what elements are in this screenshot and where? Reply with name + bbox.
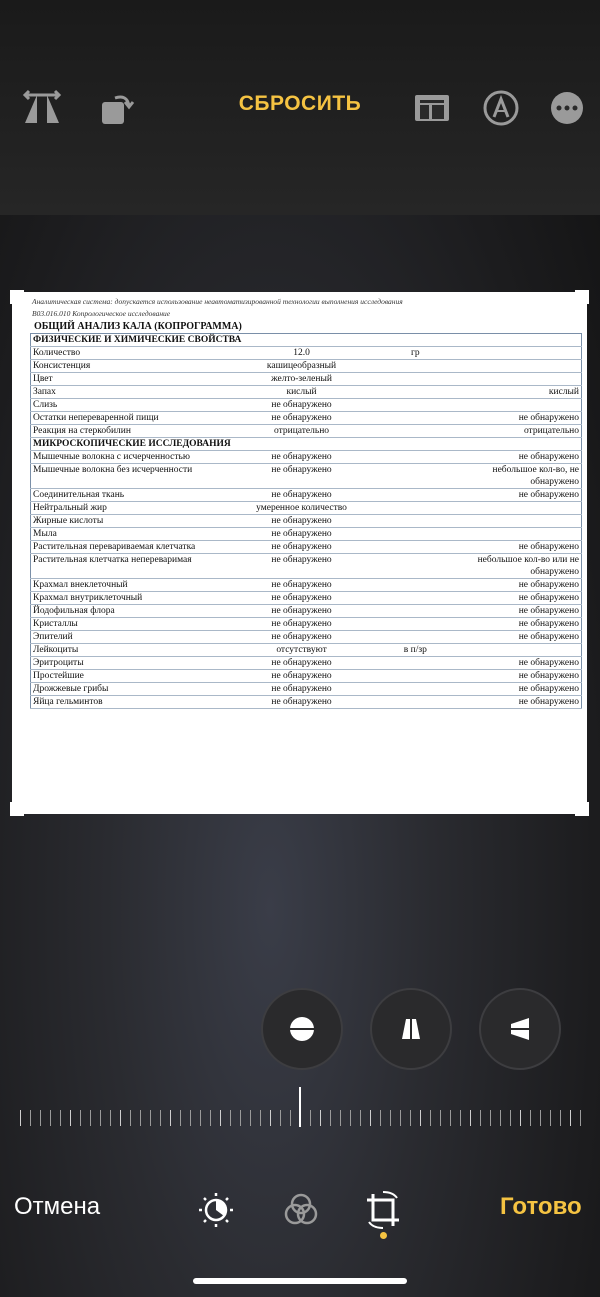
table-row	[31, 502, 582, 515]
active-tool-indicator	[380, 1232, 387, 1239]
vertical-perspective-button[interactable]	[370, 988, 452, 1070]
test-unit	[378, 541, 452, 554]
lab-report	[22, 296, 582, 709]
test-unit	[378, 618, 452, 631]
test-name: Лейкоциты	[31, 644, 225, 657]
reference-value: не обнаружено	[452, 489, 581, 502]
ruler-tick	[380, 1110, 381, 1126]
ruler-tick	[60, 1110, 61, 1126]
document-photo[interactable]	[12, 292, 587, 814]
test-unit	[378, 605, 452, 618]
test-value: не обнаружено	[225, 670, 379, 683]
ruler-tick	[90, 1110, 91, 1126]
reference-value	[452, 360, 581, 373]
crop-handle-bottom-right[interactable]	[575, 802, 589, 816]
markup-icon[interactable]	[479, 88, 523, 128]
table-row	[31, 618, 582, 631]
ruler-tick	[40, 1110, 41, 1126]
test-value: не обнаружено	[225, 464, 379, 489]
test-value: отрицательно	[225, 425, 379, 438]
test-value: не обнаружено	[225, 412, 379, 425]
ruler-tick	[290, 1110, 291, 1126]
test-name: Эпителий	[31, 631, 225, 644]
section-heading-row	[31, 438, 582, 451]
test-name: Яйца гельминтов	[31, 696, 225, 709]
test-value: не обнаружено	[225, 528, 379, 541]
test-name: Консистенция	[31, 360, 225, 373]
ruler-tick	[30, 1110, 31, 1126]
test-unit	[378, 528, 452, 541]
ruler-tick	[430, 1110, 431, 1126]
test-name: Нейтральный жир	[31, 502, 225, 515]
table-row	[31, 515, 582, 528]
test-value: 12.0	[225, 347, 379, 360]
ruler-tick	[460, 1110, 461, 1126]
ruler-tick	[480, 1110, 481, 1126]
ruler-tick	[280, 1110, 281, 1126]
test-name: Мышечные волокна с исчерченностью	[31, 451, 225, 464]
ruler-tick	[450, 1110, 451, 1126]
reference-value: не обнаружено	[452, 631, 581, 644]
ruler-tick	[550, 1110, 551, 1126]
table-row	[31, 579, 582, 592]
test-value: кашицеобразный	[225, 360, 379, 373]
reference-value: не обнаружено	[452, 412, 581, 425]
test-value: не обнаружено	[225, 541, 379, 554]
table-row	[31, 360, 582, 373]
reference-value	[452, 347, 581, 360]
flip-horizontal-icon[interactable]	[20, 88, 64, 128]
section-heading: ФИЗИЧЕСКИЕ И ХИМИЧЕСКИЕ СВОЙСТВА	[31, 334, 582, 347]
test-unit: гр	[378, 347, 452, 360]
test-value: не обнаружено	[225, 579, 379, 592]
ruler-tick	[270, 1110, 271, 1126]
test-value: не обнаружено	[225, 515, 379, 528]
reference-value: не обнаружено	[452, 696, 581, 709]
test-unit	[378, 451, 452, 464]
test-unit	[378, 386, 452, 399]
ruler-tick	[400, 1110, 401, 1126]
adjust-icon[interactable]	[196, 1190, 236, 1230]
reference-value	[452, 528, 581, 541]
rotate-icon[interactable]	[95, 88, 139, 128]
test-value: кислый	[225, 386, 379, 399]
reference-value: не обнаружено	[452, 605, 581, 618]
test-value: не обнаружено	[225, 696, 379, 709]
table-row	[31, 670, 582, 683]
test-value: умеренное количество	[225, 502, 379, 515]
table-row	[31, 528, 582, 541]
test-name: Простейшие	[31, 670, 225, 683]
test-name: Реакция на стеркобилин	[31, 425, 225, 438]
ruler-tick	[500, 1110, 501, 1126]
table-row	[31, 412, 582, 425]
results-table	[30, 333, 582, 709]
done-button[interactable]: Готово	[500, 1193, 582, 1220]
test-name: Мышечные волокна без исчерченности	[31, 464, 225, 489]
table-row	[31, 399, 582, 412]
table-row	[31, 657, 582, 670]
ruler-tick	[160, 1110, 161, 1126]
straighten-button[interactable]	[261, 988, 343, 1070]
reference-value: не обнаружено	[452, 618, 581, 631]
ruler-tick	[510, 1110, 511, 1126]
table-row	[31, 683, 582, 696]
reference-value: не обнаружено	[452, 683, 581, 696]
ruler-tick	[470, 1110, 471, 1126]
filters-icon[interactable]	[281, 1190, 321, 1230]
ruler-tick	[70, 1110, 71, 1126]
ruler-tick	[490, 1110, 491, 1126]
test-unit	[378, 502, 452, 515]
test-name: Кристаллы	[31, 618, 225, 631]
ruler-tick	[230, 1110, 231, 1126]
section-heading-row	[31, 334, 582, 347]
test-name: Мыла	[31, 528, 225, 541]
test-unit	[378, 515, 452, 528]
test-value: не обнаружено	[225, 605, 379, 618]
ruler-tick	[310, 1110, 311, 1126]
ruler-tick	[320, 1110, 321, 1126]
test-value: не обнаружено	[225, 657, 379, 670]
reference-value: не обнаружено	[452, 592, 581, 605]
ruler-tick	[200, 1110, 201, 1126]
reference-value: небольшое кол-во или не обнаружено	[452, 554, 581, 579]
ruler-tick	[330, 1110, 331, 1126]
table-row	[31, 605, 582, 618]
ruler-tick	[180, 1110, 181, 1126]
test-value: не обнаружено	[225, 489, 379, 502]
test-unit	[378, 631, 452, 644]
home-indicator[interactable]	[193, 1278, 407, 1284]
ruler-tick	[360, 1110, 361, 1126]
ruler-tick	[260, 1110, 261, 1126]
reference-value	[452, 399, 581, 412]
test-name: Крахмал внеклеточный	[31, 579, 225, 592]
reference-value: не обнаружено	[452, 541, 581, 554]
ruler-tick	[240, 1110, 241, 1126]
table-row	[31, 464, 582, 489]
table-row	[31, 592, 582, 605]
table-row	[31, 451, 582, 464]
reset-button[interactable]: СБРОСИТЬ	[238, 92, 362, 115]
analysis-note: Аналитическая система: допускается использование неавтоматизированной технологии выполнения исследования	[32, 297, 403, 306]
test-unit	[378, 683, 452, 696]
reference-value: не обнаружено	[452, 657, 581, 670]
ruler-tick	[420, 1110, 421, 1126]
ruler-tick	[110, 1110, 111, 1126]
cancel-button[interactable]: Отмена	[14, 1193, 101, 1220]
test-unit: в п/зр	[378, 644, 452, 657]
ruler-tick	[130, 1110, 131, 1126]
reference-value: не обнаружено	[452, 451, 581, 464]
reference-value	[452, 644, 581, 657]
test-unit	[378, 464, 452, 489]
more-icon[interactable]	[545, 88, 589, 128]
ruler-tick	[140, 1110, 141, 1126]
ruler-tick	[350, 1110, 351, 1126]
test-value: желто-зеленый	[225, 373, 379, 386]
crop-handle-bottom-left[interactable]	[10, 802, 24, 816]
ruler-tick	[150, 1110, 151, 1126]
ruler-tick	[120, 1110, 121, 1126]
ruler-tick	[540, 1110, 541, 1126]
ruler-tick	[410, 1110, 411, 1126]
table-row	[31, 644, 582, 657]
ruler-tick	[20, 1110, 21, 1126]
ruler-tick	[220, 1110, 221, 1126]
table-row	[31, 425, 582, 438]
table-row	[31, 347, 582, 360]
test-unit	[378, 360, 452, 373]
reference-value: кислый	[452, 386, 581, 399]
ruler-tick	[250, 1110, 251, 1126]
ruler-tick	[390, 1110, 391, 1126]
reference-value	[452, 373, 581, 386]
test-name: Растительная переваривaемая клетчатка	[31, 541, 225, 554]
aspect-ratio-icon[interactable]	[410, 88, 454, 128]
test-name: Остатки непереваренной пищи	[31, 412, 225, 425]
ruler-tick	[560, 1110, 561, 1126]
test-unit	[378, 554, 452, 579]
table-row	[31, 554, 582, 579]
test-name: Слизь	[31, 399, 225, 412]
test-name: Эритроциты	[31, 657, 225, 670]
reference-value: небольшое кол-во, не обнаружено	[452, 464, 581, 489]
table-row	[31, 631, 582, 644]
test-unit	[378, 592, 452, 605]
test-unit	[378, 657, 452, 670]
ruler-tick	[520, 1110, 521, 1126]
ruler-indicator	[299, 1087, 301, 1127]
ruler-tick	[580, 1110, 581, 1126]
test-name: Соединительная ткань	[31, 489, 225, 502]
ruler-tick	[570, 1110, 571, 1126]
procedure-code: B03.016.010 Копрологическое исследование	[32, 309, 171, 318]
test-unit	[378, 489, 452, 502]
table-row	[31, 489, 582, 502]
top-toolbar	[0, 0, 600, 215]
ruler-tick	[80, 1110, 81, 1126]
table-row	[31, 696, 582, 709]
test-value: не обнаружено	[225, 451, 379, 464]
reference-value: отрицательно	[452, 425, 581, 438]
test-name: Дрожжевые грибы	[31, 683, 225, 696]
test-value: не обнаружено	[225, 631, 379, 644]
test-name: Крахмал внутриклеточный	[31, 592, 225, 605]
ruler-tick	[530, 1110, 531, 1126]
test-value: не обнаружено	[225, 683, 379, 696]
test-unit	[378, 670, 452, 683]
table-row	[31, 373, 582, 386]
test-unit	[378, 373, 452, 386]
reference-value: не обнаружено	[452, 579, 581, 592]
table-row	[31, 541, 582, 554]
reference-value: не обнаружено	[452, 670, 581, 683]
test-value: не обнаружено	[225, 592, 379, 605]
test-name: Запах	[31, 386, 225, 399]
reference-value	[452, 502, 581, 515]
ruler-tick	[170, 1110, 171, 1126]
test-unit	[378, 412, 452, 425]
ruler-tick	[50, 1110, 51, 1126]
test-name: Растительная клетчатка непереваримая	[31, 554, 225, 579]
ruler-tick	[340, 1110, 341, 1126]
test-value: не обнаружено	[225, 618, 379, 631]
test-name: Жирные кислоты	[31, 515, 225, 528]
test-name: Йодофильная флора	[31, 605, 225, 618]
crop-rotate-icon[interactable]	[363, 1190, 403, 1230]
test-unit	[378, 579, 452, 592]
test-value: не обнаружено	[225, 399, 379, 412]
test-name: Цвет	[31, 373, 225, 386]
ruler-tick	[100, 1110, 101, 1126]
test-name: Количество	[31, 347, 225, 360]
ruler-tick	[210, 1110, 211, 1126]
ruler-tick	[370, 1110, 371, 1126]
ruler-tick	[190, 1110, 191, 1126]
test-value: не обнаружено	[225, 554, 379, 579]
test-value: отсутствуют	[225, 644, 379, 657]
section-heading: МИКРОСКОПИЧЕСКИЕ ИССЛЕДОВАНИЯ	[31, 438, 582, 451]
horizontal-perspective-button[interactable]	[479, 988, 561, 1070]
ruler-tick	[440, 1110, 441, 1126]
test-unit	[378, 425, 452, 438]
reference-value	[452, 515, 581, 528]
report-title: ОБЩИЙ АНАЛИЗ КАЛА (КОПРОГРАММА)	[34, 321, 242, 332]
table-row	[31, 386, 582, 399]
test-unit	[378, 399, 452, 412]
test-unit	[378, 696, 452, 709]
